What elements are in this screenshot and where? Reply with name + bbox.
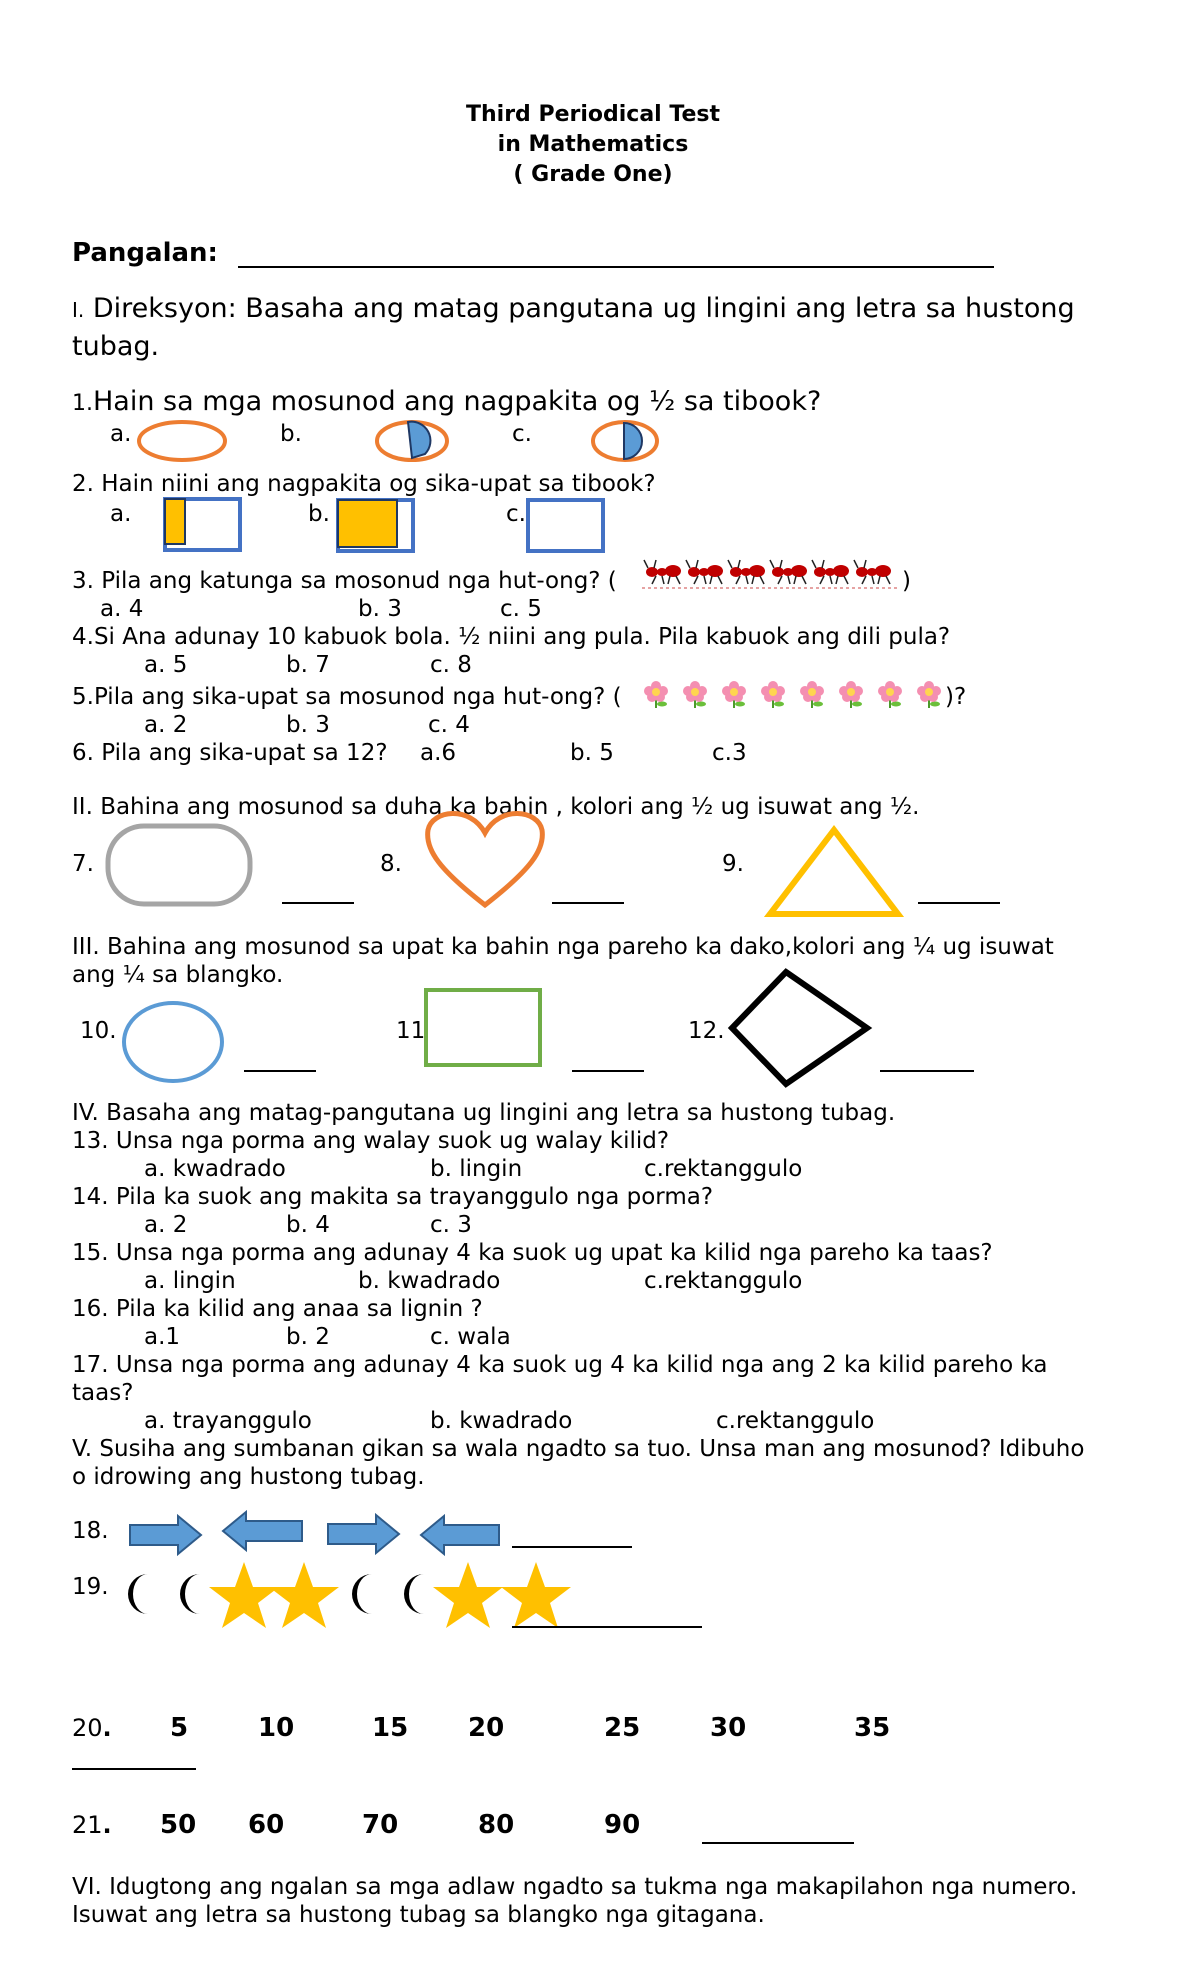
q12-number: 12.: [688, 1018, 725, 1044]
q20-value: 35: [854, 1713, 891, 1743]
q4-choice-a[interactable]: a. 5: [144, 652, 188, 678]
q14-choice-c[interactable]: c. 3: [430, 1212, 472, 1238]
section5-line-2: o idrowing ang hustong tubag.: [72, 1464, 425, 1490]
q3-choice-a[interactable]: a. 4: [100, 596, 144, 622]
q20-value: 15: [372, 1713, 409, 1743]
q15-choice-c[interactable]: c.rektanggulo: [644, 1268, 803, 1294]
q2-choice-a[interactable]: a.: [110, 501, 132, 527]
moon-icon: [352, 1574, 372, 1614]
q20-number-text: 20: [72, 1714, 103, 1742]
q20-value: 5: [170, 1713, 189, 1743]
q1-choice-a[interactable]: a.: [110, 421, 132, 447]
q13-choice-c[interactable]: c.rektanggulo: [644, 1156, 803, 1182]
q15-question: 15. Unsa nga porma ang adunay 4 ka suok ug upat ka kilid nga pareho ka taas?: [72, 1240, 993, 1266]
q13-question: 13. Unsa nga porma ang walay suok ug walay kilid?: [72, 1128, 670, 1154]
q14-choice-b[interactable]: b. 4: [286, 1212, 330, 1238]
q20-number: [72, 1715, 112, 1742]
q9-number: 9.: [722, 851, 744, 877]
section1-directions-2: tubag.: [72, 331, 160, 362]
q20-dot: .: [102, 1714, 112, 1742]
q17-choice-a[interactable]: a. trayanggulo: [144, 1408, 312, 1434]
q17-question-1: 17. Unsa nga porma ang adunay 4 ka suok ug 4 ka kilid nga ang 2 ka kilid pareho ka: [72, 1352, 1048, 1378]
star-icon: [501, 1562, 571, 1628]
q6-choice-a[interactable]: a.6: [420, 740, 457, 766]
q14-choice-a[interactable]: a. 2: [144, 1212, 188, 1238]
q20-blank[interactable]: [72, 1768, 196, 1770]
q17-choice-b[interactable]: b. kwadrado: [430, 1408, 573, 1434]
star-icon: [433, 1562, 503, 1628]
q6-choice-c[interactable]: c.3: [712, 740, 747, 766]
q3-choice-b[interactable]: b. 3: [358, 596, 402, 622]
name-label: Pangalan:: [72, 238, 218, 268]
q21-number: [72, 1812, 112, 1839]
section5-line-1: V. Susiha ang sumbanan gikan sa wala ngadto sa tuo. Unsa man ang mosunod? Idibuho: [72, 1436, 1085, 1462]
q16-question: 16. Pila ka kilid ang anaa sa lignin ?: [72, 1296, 483, 1322]
title-line-1: Third Periodical Test: [465, 102, 720, 127]
q10-number: 10.: [80, 1018, 117, 1044]
q16-choice-b[interactable]: b. 2: [286, 1324, 330, 1350]
q3-choice-c[interactable]: c. 5: [500, 596, 542, 622]
q20-value: 20: [468, 1713, 505, 1743]
section6-line-1: VI. Idugtong ang ngalan sa mga adlaw ngadto sa tukma nga makapilahon nga numero.: [72, 1874, 1078, 1900]
q14-question: 14. Pila ka suok ang makita sa trayanggulo nga porma?: [72, 1184, 714, 1210]
q4-question: 4.Si Ana adunay 10 kabuok bola. ½ niini ang pula. Pila kabuok ang dili pula?: [72, 624, 951, 650]
section3-line-1: III. Bahina ang mosunod sa upat ka bahin nga pareho ka dako,kolori ang ¼ ug isuwat: [72, 934, 1054, 960]
section4-heading: IV. Basaha ang matag-pangutana ug lingini ang letra sa hustong tubag.: [72, 1100, 896, 1126]
q5-choice-a[interactable]: a. 2: [144, 712, 188, 738]
section2-heading: II. Bahina ang mosunod sa duha ka bahin , kolori ang ½ ug isuwat ang ½.: [72, 794, 920, 820]
title-line-3: ( Grade One): [513, 162, 673, 187]
section1-roman: I.: [72, 298, 85, 322]
q15-choice-b[interactable]: b. kwadrado: [358, 1268, 501, 1294]
q20-value: 25: [604, 1713, 641, 1743]
q2-question: 2. Hain niini ang nagpakita og sika-upat sa tibook?: [72, 471, 656, 497]
q5-close: )?: [945, 684, 967, 710]
q11-number: 11: [396, 1018, 426, 1044]
section6-line-2: Isuwat ang letra sa hustong tubag sa blangko nga gitagana.: [72, 1902, 765, 1928]
star-icon: [209, 1562, 279, 1628]
q2-choice-b[interactable]: b.: [308, 501, 330, 527]
q18-number: 18.: [72, 1518, 109, 1544]
section3-line-2: ang ¼ sa blangko.: [72, 962, 284, 988]
q21-value: 80: [478, 1810, 515, 1840]
q2-choice-c[interactable]: c.: [506, 501, 526, 527]
q21-dot: .: [102, 1811, 112, 1839]
star-icon: [269, 1562, 339, 1628]
q7-number: 7.: [72, 851, 94, 877]
q21-value: 70: [362, 1810, 399, 1840]
q5-question: 5.Pila ang sika-upat sa mosunod nga hut-ong? (: [72, 684, 622, 710]
q20-value: 10: [258, 1713, 295, 1743]
moon-icon: [404, 1574, 424, 1614]
section1-dir-text: Direksyon: Basaha ang matag pangutana ug lingini ang letra sa hustong: [84, 293, 1075, 324]
q3-close: ): [902, 568, 911, 594]
q17-choice-c[interactable]: c.rektanggulo: [716, 1408, 875, 1434]
q13-choice-a[interactable]: a. kwadrado: [144, 1156, 286, 1182]
q20-value: 30: [710, 1713, 747, 1743]
q19-blank[interactable]: [512, 1626, 702, 1628]
q13-choice-b[interactable]: b. lingin: [430, 1156, 523, 1182]
q21-value: 60: [248, 1810, 285, 1840]
q6-question: 6. Pila ang sika-upat sa 12?: [72, 740, 388, 766]
q15-choice-a[interactable]: a. lingin: [144, 1268, 236, 1294]
q17-question-2: taas?: [72, 1380, 134, 1406]
q21-number-text: 21: [72, 1811, 103, 1839]
q16-choice-a[interactable]: a.1: [144, 1324, 181, 1350]
title-line-2: in Mathematics: [497, 132, 689, 157]
q1-text: Hain sa mga mosunod ang nagpakita og ½ sa tibook?: [93, 386, 822, 417]
q21-blank[interactable]: [702, 1842, 854, 1844]
q1-number: 1.: [72, 391, 93, 416]
q4-choice-c[interactable]: c. 8: [430, 652, 472, 678]
q1-choice-c[interactable]: c.: [512, 421, 532, 447]
q5-choice-c[interactable]: c. 4: [428, 712, 470, 738]
q19-number: 19.: [72, 1574, 109, 1600]
q6-choice-b[interactable]: b. 5: [570, 740, 614, 766]
q21-value: 90: [604, 1810, 641, 1840]
q4-choice-b[interactable]: b. 7: [286, 652, 330, 678]
moon-icon: [180, 1574, 200, 1614]
q8-number: 8.: [380, 851, 402, 877]
q5-choice-b[interactable]: b. 3: [286, 712, 330, 738]
q21-value: 50: [160, 1810, 197, 1840]
moon-icon: [128, 1574, 148, 1614]
q16-choice-c[interactable]: c. wala: [430, 1324, 511, 1350]
q1-choice-b[interactable]: b.: [280, 421, 302, 447]
q3-text: 3. Pila ang katunga sa mosonud nga hut-ong? (: [72, 568, 617, 594]
